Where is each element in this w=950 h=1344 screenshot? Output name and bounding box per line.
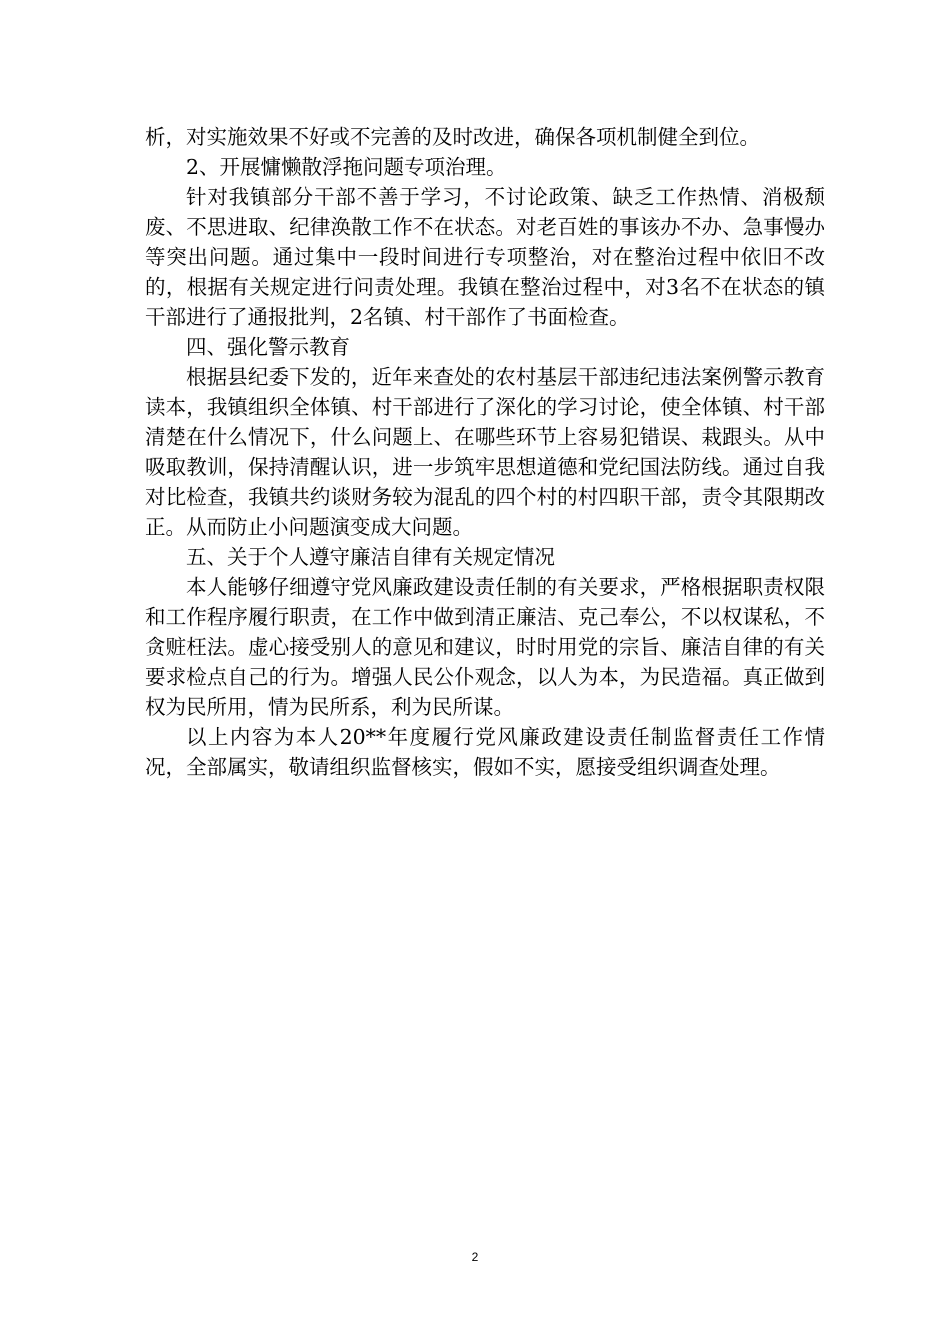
paragraph-warning-education: 根据县纪委下发的，近年来查处的农村基层干部违纪违法案例警示教育读本，我镇组织全体镇、村干部进行了深化的学习讨论，使全体镇、村干部清楚在什么情况下，什么问题上、在哪些环节上容易犯错误、栽跟头。从中吸取教训，保持清醒认识，进一步筑牢思想道德和党纪国法防线。通过自我对比检查，我镇共约谈财务较为混乱的四个村的村四职干部，责令其限期改正。从而防止小问题演变成大问题。 — [145, 365, 825, 539]
subheading-sloth-governance: 2、开展慵懒散浮拖问题专项治理。 — [186, 155, 507, 179]
section-heading-warning-education: 四、强化警示教育 — [186, 335, 350, 359]
paragraph-governance-details: 针对我镇部分干部不善于学习，不讨论政策、缺乏工作热情、消极颓废、不思进取、纪律涣散工作不在状态。对老百姓的事该办不办、急事慢办等突出问题。通过集中一段时间进行专项整治，对在整治过程中依旧不改的，根据有关规定进行问责处理。我镇在整治过程中，对3名不在状态的镇干部进行了通报批判，2名镇、村干部作了书面检查。 — [145, 185, 825, 329]
paragraph-continuation: 析，对实施效果不好或不完善的及时改进，确保各项机制健全到位。 — [145, 125, 760, 149]
page-number: 2 — [471, 1250, 479, 1264]
document-body — [145, 122, 825, 782]
paragraph-closing-statement: 以上内容为本人20**年度履行党风廉政建设责任制监督责任工作情况，全部属实，敬请组织监督核实，假如不实，愿接受组织调查处理。 — [145, 725, 825, 779]
section-heading-self-discipline: 五、关于个人遵守廉洁自律有关规定情况 — [186, 545, 555, 569]
paragraph-self-discipline: 本人能够仔细遵守党风廉政建设责任制的有关要求，严格根据职责权限和工作程序履行职责，在工作中做到清正廉洁、克己奉公，不以权谋私，不贪赃枉法。虚心接受别人的意见和建议，时时用党的宗旨、廉洁自律的有关要求检点自己的行为。增强人民公仆观念，以人为本，为民造福。真正做到权为民所用，情为民所系，利为民所谋。 — [145, 575, 825, 719]
